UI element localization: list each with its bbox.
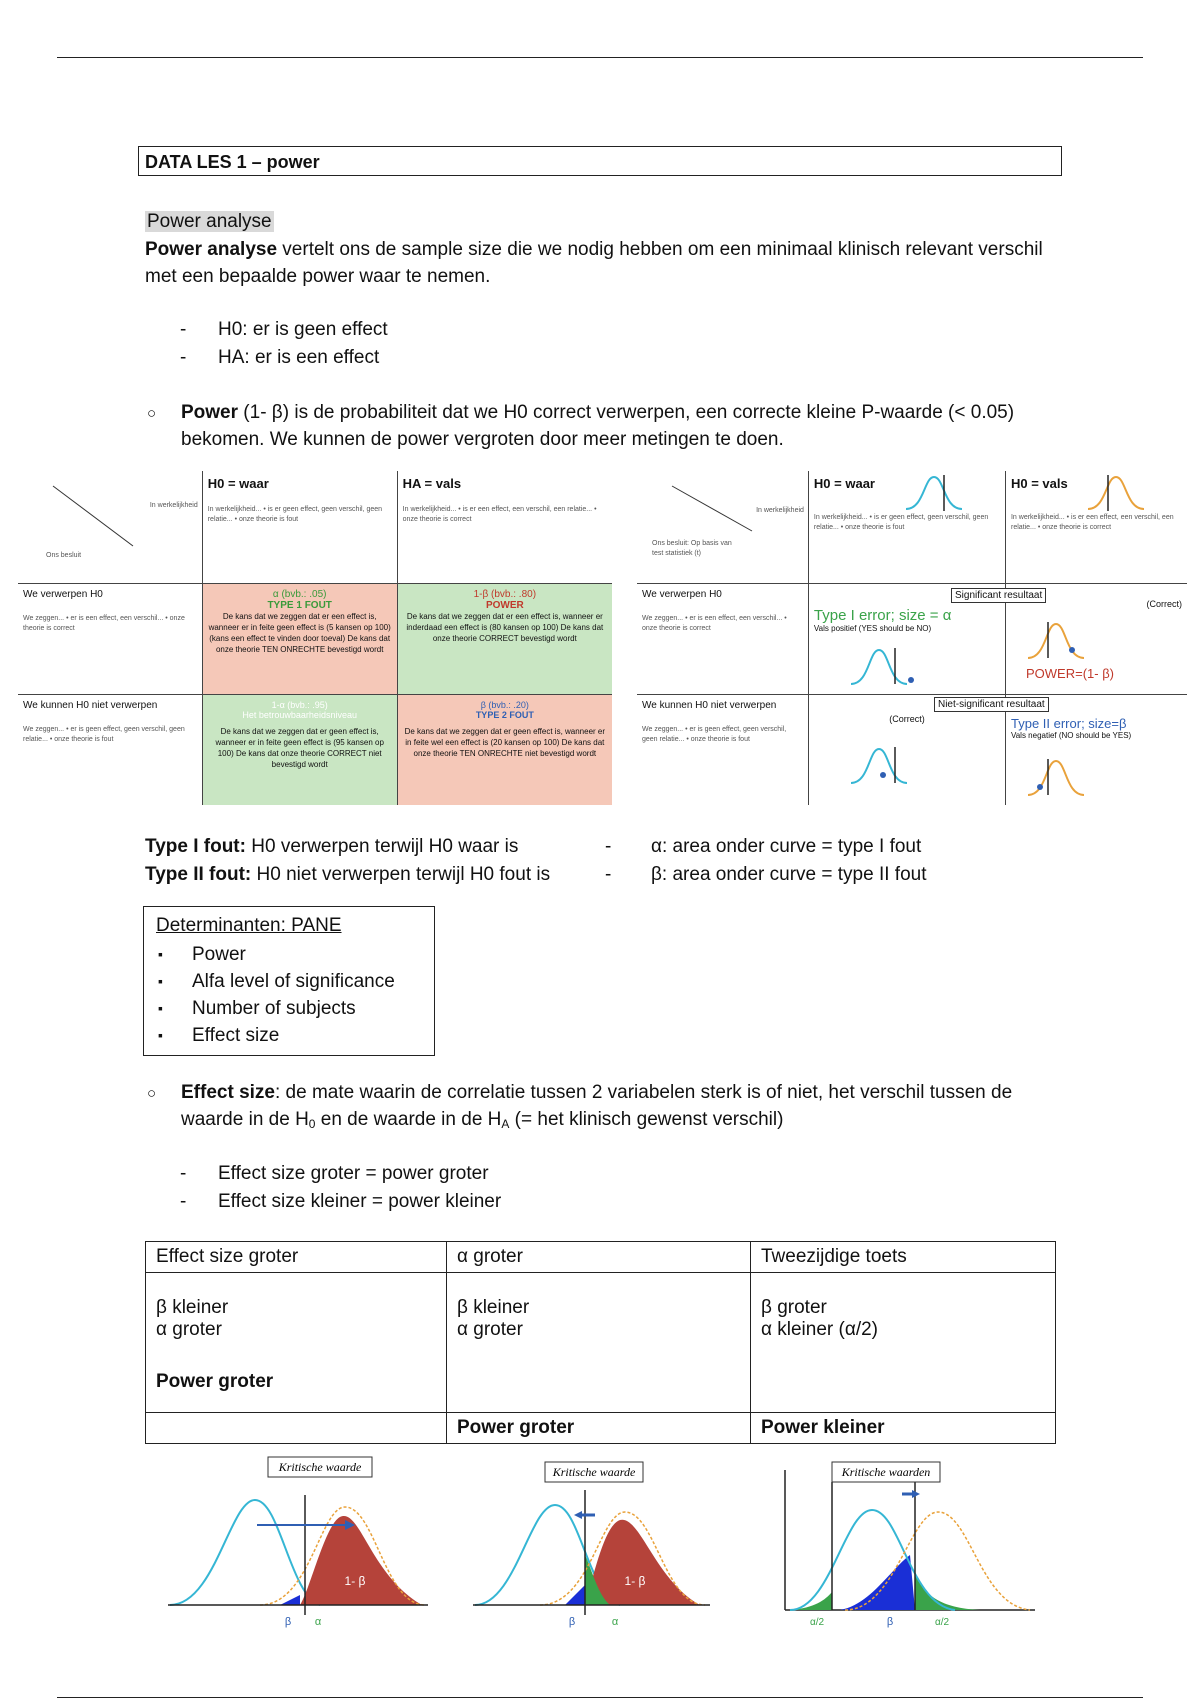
corner-top-label: In werkelijkheid [756,507,804,514]
table-header: Effect size groter [146,1242,447,1273]
cell-confidence [202,694,397,805]
cell-line: β kleiner [457,1297,530,1318]
effect-list [145,1160,501,1216]
list-item: ▪ Power [156,941,422,968]
matrix-col-h0-false [1005,471,1187,584]
list-item: - H0: er is geen effect [145,316,388,344]
power-area [585,1520,700,1605]
critical-label: Kritische waarde [552,1465,636,1479]
cell-title: 1-β (bvb.: .80) [473,589,537,601]
matrix-corner [18,471,202,584]
graph-two-sided [780,1460,1040,1630]
critical-label: Kritische waarde [278,1460,362,1474]
critical-label: Kritische waarden [841,1465,931,1479]
table-cell: Power kleiner [751,1413,1056,1444]
decision-matrix-right [637,471,1187,805]
alpha-label: α [611,1616,619,1628]
alpha-label: α [314,1616,322,1628]
row-header: We kunnen H0 niet verwerpen [23,699,158,711]
cell-title: 1-α (bvb.: .95) [271,699,328,710]
bell-curve-icon [1026,620,1106,660]
cell-power [954,584,1187,695]
section-heading [145,208,274,235]
effect-rest-c: (= het klinisch gewenst verschil) [509,1109,784,1130]
row-header: We kunnen H0 niet verwerpen [642,699,777,711]
bell-curve-icon [1026,757,1106,797]
determinants-box [143,906,435,1056]
row-sub: We zeggen... • er is geen effect, geen verschil, geen relatie... • onze theorie is fout [23,725,185,743]
correct-label: (Correct) [1146,599,1182,610]
corner-top-label: In werkelijkheid [149,502,198,509]
sub-a: A [501,1117,510,1131]
col-header: H0 = waar [813,476,875,491]
cell-type2 [397,694,612,805]
effect-rest-b: en de waarde in de H [315,1109,502,1130]
cell-text: De kans dat we zeggen dat er geen effect is, wanneer er in feite geen effect is (95 kansen op 100) De kans dat onze theorie CORRECT niet bevestigd wordt [215,726,384,769]
beta-label: β [886,1616,894,1628]
beta-area [565,1585,585,1605]
cell-title: β (bvb.: .20) [480,699,529,710]
list-item: - Effect size kleiner = power kleiner [145,1188,501,1216]
cell-line: α groter [457,1319,523,1340]
bell-curve-icon [1086,475,1146,511]
effect-bold: Effect size [181,1082,275,1103]
beta-area [840,1555,915,1610]
cell-line: β groter [761,1297,827,1318]
power-area [300,1516,422,1605]
intro-rest: vertelt ons de sample size die we nodig hebben om een minimaal klinisch relevant verschil met een bepaalde power waar te nemen. [145,239,1043,287]
matrix-corner [637,471,808,584]
beta-definition: β: area onder curve = type II fout [651,864,927,885]
type1-bold: Type I fout: [145,836,246,857]
dash-mark: - [605,836,612,857]
intro-paragraph [145,236,1045,290]
effect-rest-a: : de mate waarin de correlatie tussen 2 variabelen sterk is of niet, het verschil tussen de waarde in de H [181,1082,1013,1130]
significant-label: Significant resultaat [951,588,1046,603]
determinants-list [156,941,422,1049]
cell-name: TYPE 2 FOUT [475,709,534,720]
table-cell [146,1273,447,1413]
graph-alpha [470,1460,715,1630]
power-label: POWER=(1- β) [1025,666,1114,682]
alpha-definition: α: area onder curve = type I fout [651,836,922,857]
alpha-half-left-label: α/2 [809,1617,825,1628]
dash-mark: - [605,864,612,885]
table-cell [751,1273,1056,1413]
matrix-row-not-reject [18,694,202,805]
cell-text: De kans dat we zeggen dat er een effect is, wanneer er in feite geen effect is (5 kansen op 100) (kans een effect te vinden door toeval) De kans dat onze theorie TEN ONRECHTE bevestigd wordt [208,612,391,655]
type2-bold: Type II fout: [145,864,252,885]
graph-effect-size [160,1455,430,1630]
beta-label: β [568,1616,576,1628]
list-item: ▪ Alfa level of significance [156,968,422,995]
type2-sub: Vals negatief (NO should be YES) [1010,730,1132,740]
cell-power [397,584,612,695]
correct-label: (Correct) [889,713,925,724]
one-minus-beta-label: 1- β [344,1574,366,1588]
circle-bullet-icon: ○ [147,405,157,422]
list-item: - HA: er is een effect [145,344,388,372]
power-bold: Power [181,402,239,423]
bell-curve-icon [904,475,964,511]
cell-power: Power groter [156,1371,274,1392]
matrix-col-ha-false [397,471,612,584]
col-header: H0 = waar [207,476,269,491]
page-title: DATA LES 1 – power [138,146,1062,176]
cell-name: Het betrouwbaarheidsniveau [242,709,357,720]
summary-table [145,1241,1056,1444]
cell-name: TYPE 1 FOUT [267,600,332,612]
row-header: We verwerpen H0 [23,589,103,601]
determinants-title: Determinanten: PANE [156,915,342,936]
col-header: H0 = vals [1010,476,1068,491]
list-item: ▪ Effect size [156,1022,422,1049]
list-item: ▪ Number of subjects [156,995,422,1022]
table-cell [447,1273,751,1413]
cell-text: De kans dat we zeggen dat er geen effect is, wanneer er in feite wel een effect is (20 kansen op 100) De kans dat onze theorie TEN ONRECHTE niet bevestigd wordt [404,726,606,758]
alpha-half-right-label: α/2 [934,1617,950,1628]
nonsignificant-label: Niet-significant resultaat [934,697,1049,712]
matrix-row-reject [18,584,202,695]
matrix-col-h0-true [202,471,397,584]
corner-bottom-label: Ons besluit: Op basis van test statistiek (t) [652,540,732,557]
section-heading-text: Power analyse [147,211,272,232]
sub-zero: 0 [308,1117,316,1131]
table-cell: Power groter [447,1413,751,1444]
matrix-col-h0-true [808,471,1005,584]
arrow-head-icon [912,1490,920,1498]
cell-title: α (bvb.: .05) [272,589,327,601]
power-paragraph [181,399,1051,453]
h0-curve [170,1500,320,1605]
col-sub: In werkelijkheid... • is er een effect, een verschil, een relatie... • onze theorie is correct [1010,514,1174,531]
cell-name: POWER [485,600,524,612]
row-sub: We zeggen... • er is een effect, een verschil... • onze theorie is correct [642,615,787,633]
beta-label: β [284,1616,292,1628]
circle-bullet-icon: ○ [147,1085,157,1102]
bell-curve-icon [849,745,929,785]
power-rest: (1- β) is de probabiliteit dat we H0 correct verwerpen, een correcte kleine P-waarde (< 0.05) bekomen. We kunnen de power vergroten door meer metingen te doen. [181,402,1015,450]
type1-sub: Vals positief (YES should be NO) [813,624,932,634]
hypotheses-list [145,316,388,372]
diagonal-line [23,476,183,576]
intro-bold: Power analyse [145,239,278,260]
table-header: α groter [447,1242,751,1273]
table-cell [146,1413,447,1444]
col-sub: In werkelijkheid... • is er een effect, een verschil, een relatie... • onze theorie is correct [402,506,597,523]
bell-curve-icon [849,646,929,686]
row-sub: We zeggen... • er is een effect, een verschil... • onze theorie is correct [23,615,185,633]
matrix-row-not-reject [637,694,808,805]
type1-rest: H0 verwerpen terwijl H0 waar is [245,836,519,857]
type2-rest: H0 niet verwerpen terwijl H0 fout is [251,864,551,885]
top-rule [57,57,1143,58]
row-header: We verwerpen H0 [642,589,722,601]
cell-line: α groter [156,1319,222,1340]
decision-matrix-left [18,471,612,805]
list-item: - Effect size groter = power groter [145,1160,501,1188]
one-minus-beta-label: 1- β [624,1574,646,1588]
cell-line: α kleiner (α/2) [761,1319,878,1340]
col-sub: In werkelijkheid... • is er geen effect, geen verschil, geen relatie... • onze theorie is fout [813,514,989,531]
type2-definition [145,861,550,888]
effect-paragraph [181,1079,1061,1138]
type1-definition [145,833,518,860]
type2-label: Type II error; size=β [1010,715,1127,731]
corner-bottom-label: Ons besluit [46,552,82,559]
right-tail-area [915,1575,980,1610]
cell-type2-error [937,694,1187,805]
col-header: HA = vals [402,476,462,491]
cell-text: De kans dat we zeggen dat er een effect is, wanneer er inderdaad een effect is (80 kansen op 100) De kans dat onze theorie CORRECT bevestigd wordt [406,612,604,644]
cell-line: β kleiner [156,1297,229,1318]
matrix-row-reject [637,584,808,695]
table-header: Tweezijdige toets [751,1242,1056,1273]
row-sub: We zeggen... • er is geen effect, geen verschil, geen relatie... • onze theorie is fout [642,725,787,743]
cell-type1 [202,584,397,695]
bottom-rule [57,1697,1143,1698]
col-sub: In werkelijkheid... • is er geen effect, geen verschil, geen relatie... • onze theorie is fout [207,506,383,523]
arrow-head-icon [574,1511,582,1519]
diagonal-line [642,476,792,576]
type1-label: Type I error; size = α [813,607,952,625]
